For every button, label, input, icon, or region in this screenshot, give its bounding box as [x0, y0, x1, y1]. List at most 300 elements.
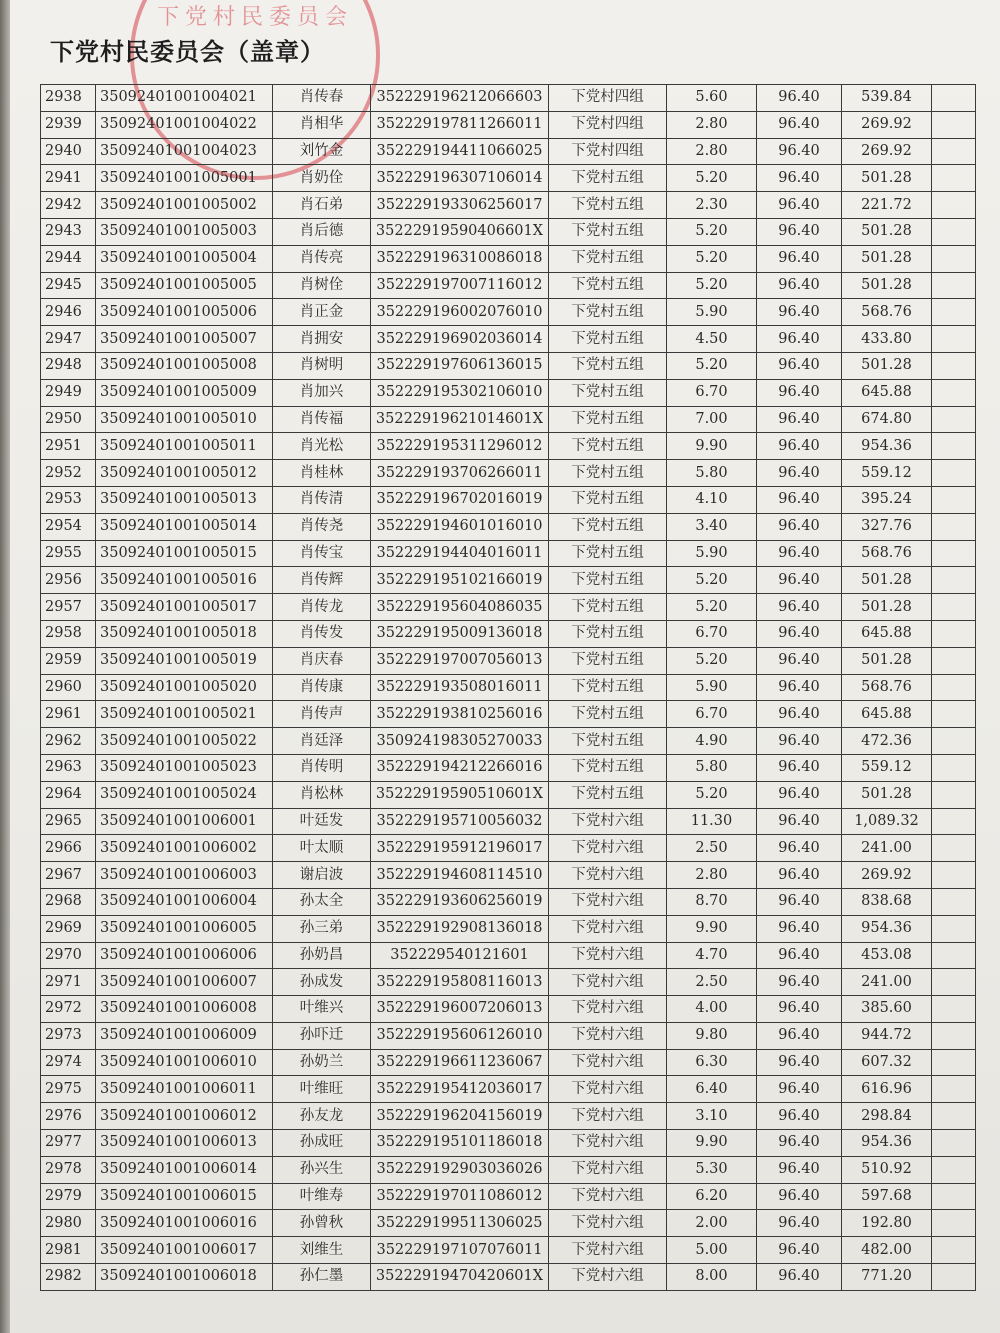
blank-cell	[932, 996, 976, 1023]
village-group-cell: 下党村五组	[549, 594, 667, 621]
name-cell: 肖庆春	[273, 647, 371, 674]
account-number-cell: 35092401001005021	[96, 701, 273, 728]
name-cell: 孙奶兰	[273, 1049, 371, 1076]
village-group-cell: 下党村六组	[549, 1237, 667, 1264]
village-group-cell: 下党村四组	[549, 111, 667, 138]
account-number-cell: 35092401001005023	[96, 754, 273, 781]
row-number-cell: 2942	[41, 192, 96, 219]
village-group-cell: 下党村六组	[549, 888, 667, 915]
id-number-cell: 352229196204156019	[371, 1103, 549, 1130]
area-cell: 5.20	[667, 245, 757, 272]
table-row	[41, 620, 976, 647]
name-cell: 肖相华	[273, 111, 371, 138]
blank-cell	[932, 969, 976, 996]
account-number-cell: 35092401001006003	[96, 862, 273, 889]
account-number-cell: 35092401001006014	[96, 1156, 273, 1183]
row-number-cell: 2948	[41, 352, 96, 379]
row-number-cell: 2978	[41, 1156, 96, 1183]
blank-cell	[932, 540, 976, 567]
unit-price-cell: 96.40	[757, 379, 842, 406]
unit-price-cell: 96.40	[757, 969, 842, 996]
account-number-cell: 35092401001005014	[96, 513, 273, 540]
area-cell: 3.10	[667, 1103, 757, 1130]
name-cell: 肖传亮	[273, 245, 371, 272]
table-row	[41, 379, 976, 406]
amount-cell: 607.32	[842, 1049, 932, 1076]
name-cell: 肖桂林	[273, 460, 371, 487]
table-row	[41, 433, 976, 460]
table-row	[41, 1264, 976, 1291]
row-number-cell: 2970	[41, 942, 96, 969]
blank-cell	[932, 1237, 976, 1264]
village-group-cell: 下党村五组	[549, 701, 667, 728]
id-number-cell: 352229193810256016	[371, 701, 549, 728]
unit-price-cell: 96.40	[757, 138, 842, 165]
id-number-cell: 352229196002076010	[371, 299, 549, 326]
amount-cell: 501.28	[842, 781, 932, 808]
name-cell: 刘维生	[273, 1237, 371, 1264]
area-cell: 5.20	[667, 165, 757, 192]
area-cell: 2.80	[667, 111, 757, 138]
area-cell: 4.10	[667, 486, 757, 513]
area-cell: 6.70	[667, 701, 757, 728]
id-number-cell: 35222919470420601X	[371, 1264, 549, 1291]
table-row	[41, 406, 976, 433]
row-number-cell: 2947	[41, 326, 96, 353]
table-row	[41, 1076, 976, 1103]
table-row	[41, 754, 976, 781]
account-number-cell: 35092401001006011	[96, 1076, 273, 1103]
id-number-cell: 352229196611236067	[371, 1049, 549, 1076]
account-number-cell: 35092401001006015	[96, 1183, 273, 1210]
name-cell: 肖光松	[273, 433, 371, 460]
area-cell: 5.90	[667, 674, 757, 701]
unit-price-cell: 96.40	[757, 165, 842, 192]
blank-cell	[932, 808, 976, 835]
village-group-cell: 下党村五组	[549, 647, 667, 674]
table-row	[41, 1130, 976, 1157]
name-cell: 叶太顺	[273, 835, 371, 862]
row-number-cell: 2953	[41, 486, 96, 513]
id-number-cell: 352229197007116012	[371, 272, 549, 299]
area-cell: 5.20	[667, 594, 757, 621]
village-group-cell: 下党村六组	[549, 1130, 667, 1157]
amount-cell: 771.20	[842, 1264, 932, 1291]
table-row	[41, 486, 976, 513]
amount-cell: 597.68	[842, 1183, 932, 1210]
amount-cell: 510.92	[842, 1156, 932, 1183]
id-number-cell: 352229195912196017	[371, 835, 549, 862]
unit-price-cell: 96.40	[757, 218, 842, 245]
table-row	[41, 299, 976, 326]
area-cell: 9.90	[667, 915, 757, 942]
subsidy-table	[40, 84, 976, 1291]
blank-cell	[932, 647, 976, 674]
blank-cell	[932, 942, 976, 969]
row-number-cell: 2981	[41, 1237, 96, 1264]
village-group-cell: 下党村六组	[549, 835, 667, 862]
row-number-cell: 2964	[41, 781, 96, 808]
amount-cell: 568.76	[842, 674, 932, 701]
table-row	[41, 915, 976, 942]
name-cell: 孙吓迁	[273, 1022, 371, 1049]
village-group-cell: 下党村六组	[549, 862, 667, 889]
row-number-cell: 2959	[41, 647, 96, 674]
table-row	[41, 165, 976, 192]
blank-cell	[932, 1264, 976, 1291]
table-row	[41, 862, 976, 889]
name-cell: 肖正金	[273, 299, 371, 326]
id-number-cell: 352229195009136018	[371, 620, 549, 647]
unit-price-cell: 96.40	[757, 1076, 842, 1103]
blank-cell	[932, 1183, 976, 1210]
blank-cell	[932, 433, 976, 460]
area-cell: 6.70	[667, 379, 757, 406]
blank-cell	[932, 218, 976, 245]
table-row	[41, 245, 976, 272]
blank-cell	[932, 1130, 976, 1157]
account-number-cell: 35092401001005001	[96, 165, 273, 192]
name-cell: 孙仁墨	[273, 1264, 371, 1291]
unit-price-cell: 96.40	[757, 486, 842, 513]
amount-cell: 568.76	[842, 540, 932, 567]
account-number-cell: 35092401001005011	[96, 433, 273, 460]
blank-cell	[932, 513, 976, 540]
unit-price-cell: 96.40	[757, 567, 842, 594]
account-number-cell: 35092401001006002	[96, 835, 273, 862]
blank-cell	[932, 594, 976, 621]
unit-price-cell: 96.40	[757, 1264, 842, 1291]
village-group-cell: 下党村六组	[549, 915, 667, 942]
village-group-cell: 下党村六组	[549, 1076, 667, 1103]
area-cell: 7.00	[667, 406, 757, 433]
account-number-cell: 35092401001005024	[96, 781, 273, 808]
name-cell: 肖传春	[273, 85, 371, 112]
name-cell: 肖传清	[273, 486, 371, 513]
amount-cell: 501.28	[842, 567, 932, 594]
amount-cell: 501.28	[842, 594, 932, 621]
id-number-cell: 352229197811266011	[371, 111, 549, 138]
village-group-cell: 下党村六组	[549, 942, 667, 969]
village-group-cell: 下党村五组	[549, 433, 667, 460]
blank-cell	[932, 406, 976, 433]
area-cell: 9.80	[667, 1022, 757, 1049]
amount-cell: 559.12	[842, 460, 932, 487]
amount-cell: 269.92	[842, 138, 932, 165]
unit-price-cell: 96.40	[757, 808, 842, 835]
account-number-cell: 35092401001005020	[96, 674, 273, 701]
area-cell: 9.90	[667, 1130, 757, 1157]
area-cell: 5.80	[667, 754, 757, 781]
name-cell: 肖传康	[273, 674, 371, 701]
village-group-cell: 下党村五组	[549, 406, 667, 433]
village-group-cell: 下党村五组	[549, 486, 667, 513]
account-number-cell: 35092401001005010	[96, 406, 273, 433]
row-number-cell: 2938	[41, 85, 96, 112]
unit-price-cell: 96.40	[757, 1183, 842, 1210]
id-number-cell: 352229195710056032	[371, 808, 549, 835]
account-number-cell: 35092401001005007	[96, 326, 273, 353]
row-number-cell: 2939	[41, 111, 96, 138]
account-number-cell: 35092401001005013	[96, 486, 273, 513]
name-cell: 肖传福	[273, 406, 371, 433]
blank-cell	[932, 486, 976, 513]
unit-price-cell: 96.40	[757, 915, 842, 942]
row-number-cell: 2950	[41, 406, 96, 433]
table-row	[41, 218, 976, 245]
page-title: 下党村民委员会（盖章）	[50, 38, 325, 66]
unit-price-cell: 96.40	[757, 754, 842, 781]
unit-price-cell: 96.40	[757, 862, 842, 889]
id-number-cell: 352229193706266011	[371, 460, 549, 487]
unit-price-cell: 96.40	[757, 620, 842, 647]
blank-cell	[932, 567, 976, 594]
row-number-cell: 2951	[41, 433, 96, 460]
blank-cell	[932, 728, 976, 755]
name-cell: 肖传声	[273, 701, 371, 728]
account-number-cell: 35092401001005003	[96, 218, 273, 245]
blank-cell	[932, 460, 976, 487]
account-number-cell: 35092401001005016	[96, 567, 273, 594]
row-number-cell: 2963	[41, 754, 96, 781]
name-cell: 肖廷泽	[273, 728, 371, 755]
amount-cell: 501.28	[842, 165, 932, 192]
row-number-cell: 2958	[41, 620, 96, 647]
village-group-cell: 下党村六组	[549, 808, 667, 835]
village-group-cell: 下党村五组	[549, 781, 667, 808]
id-number-cell: 35222919590406601X	[371, 218, 549, 245]
village-group-cell: 下党村五组	[549, 245, 667, 272]
id-number-cell: 352229196007206013	[371, 996, 549, 1023]
unit-price-cell: 96.40	[757, 781, 842, 808]
unit-price-cell: 96.40	[757, 835, 842, 862]
table-row	[41, 942, 976, 969]
row-number-cell: 2954	[41, 513, 96, 540]
id-number-cell: 352229193508016011	[371, 674, 549, 701]
blank-cell	[932, 1049, 976, 1076]
area-cell: 5.20	[667, 567, 757, 594]
account-number-cell: 35092401001005022	[96, 728, 273, 755]
name-cell: 肖传宝	[273, 540, 371, 567]
blank-cell	[932, 192, 976, 219]
amount-cell: 501.28	[842, 647, 932, 674]
id-number-cell: 352229194404016011	[371, 540, 549, 567]
row-number-cell: 2966	[41, 835, 96, 862]
account-number-cell: 35092401001005015	[96, 540, 273, 567]
table-row	[41, 111, 976, 138]
table-row	[41, 1237, 976, 1264]
row-number-cell: 2941	[41, 165, 96, 192]
id-number-cell: 352229196307106014	[371, 165, 549, 192]
village-group-cell: 下党村四组	[549, 85, 667, 112]
amount-cell: 269.92	[842, 111, 932, 138]
village-group-cell: 下党村五组	[549, 165, 667, 192]
area-cell: 4.70	[667, 942, 757, 969]
area-cell: 8.70	[667, 888, 757, 915]
id-number-cell: 352229194212266016	[371, 754, 549, 781]
table-row	[41, 594, 976, 621]
amount-cell: 472.36	[842, 728, 932, 755]
area-cell: 5.20	[667, 218, 757, 245]
row-number-cell: 2974	[41, 1049, 96, 1076]
blank-cell	[932, 1103, 976, 1130]
id-number-cell: 352229197007056013	[371, 647, 549, 674]
unit-price-cell: 96.40	[757, 326, 842, 353]
table-row	[41, 674, 976, 701]
amount-cell: 501.28	[842, 352, 932, 379]
unit-price-cell: 96.40	[757, 85, 842, 112]
area-cell: 5.90	[667, 540, 757, 567]
amount-cell: 269.92	[842, 862, 932, 889]
unit-price-cell: 96.40	[757, 460, 842, 487]
blank-cell	[932, 111, 976, 138]
id-number-cell: 352229197606136015	[371, 352, 549, 379]
area-cell: 6.40	[667, 1076, 757, 1103]
table-row	[41, 460, 976, 487]
amount-cell: 241.00	[842, 835, 932, 862]
account-number-cell: 35092401001004021	[96, 85, 273, 112]
amount-cell: 385.60	[842, 996, 932, 1023]
village-group-cell: 下党村五组	[549, 728, 667, 755]
row-number-cell: 2957	[41, 594, 96, 621]
table-row	[41, 513, 976, 540]
amount-cell: 433.80	[842, 326, 932, 353]
unit-price-cell: 96.40	[757, 1049, 842, 1076]
id-number-cell: 352229196702016019	[371, 486, 549, 513]
account-number-cell: 35092401001004023	[96, 138, 273, 165]
amount-cell: 327.76	[842, 513, 932, 540]
name-cell: 孙兴生	[273, 1156, 371, 1183]
village-group-cell: 下党村六组	[549, 1210, 667, 1237]
area-cell: 2.50	[667, 969, 757, 996]
account-number-cell: 35092401001006007	[96, 969, 273, 996]
village-group-cell: 下党村五组	[549, 567, 667, 594]
id-number-cell: 352229195102166019	[371, 567, 549, 594]
row-number-cell: 2973	[41, 1022, 96, 1049]
amount-cell: 616.96	[842, 1076, 932, 1103]
account-number-cell: 35092401001005018	[96, 620, 273, 647]
id-number-cell: 352229197011086012	[371, 1183, 549, 1210]
account-number-cell: 35092401001006018	[96, 1264, 273, 1291]
village-group-cell: 下党村六组	[549, 1156, 667, 1183]
unit-price-cell: 96.40	[757, 1022, 842, 1049]
amount-cell: 568.76	[842, 299, 932, 326]
table-body	[41, 85, 976, 1291]
table-row	[41, 835, 976, 862]
unit-price-cell: 96.40	[757, 245, 842, 272]
id-number-cell: 352229196310086018	[371, 245, 549, 272]
row-number-cell: 2965	[41, 808, 96, 835]
unit-price-cell: 96.40	[757, 406, 842, 433]
name-cell: 肖传尧	[273, 513, 371, 540]
name-cell: 肖传明	[273, 754, 371, 781]
account-number-cell: 35092401001005006	[96, 299, 273, 326]
table-row	[41, 138, 976, 165]
id-number-cell: 35222919621014601X	[371, 406, 549, 433]
blank-cell	[932, 620, 976, 647]
area-cell: 5.20	[667, 647, 757, 674]
amount-cell: 501.28	[842, 218, 932, 245]
name-cell: 肖石弟	[273, 192, 371, 219]
id-number-cell: 352229195311296012	[371, 433, 549, 460]
table-row	[41, 1022, 976, 1049]
village-group-cell: 下党村五组	[549, 326, 667, 353]
row-number-cell: 2968	[41, 888, 96, 915]
unit-price-cell: 96.40	[757, 299, 842, 326]
table-row	[41, 888, 976, 915]
row-number-cell: 2967	[41, 862, 96, 889]
area-cell: 2.80	[667, 138, 757, 165]
name-cell: 孙奶昌	[273, 942, 371, 969]
amount-cell: 954.36	[842, 433, 932, 460]
account-number-cell: 35092401001006017	[96, 1237, 273, 1264]
table-row	[41, 1049, 976, 1076]
village-group-cell: 下党村五组	[549, 379, 667, 406]
village-group-cell: 下党村五组	[549, 754, 667, 781]
row-number-cell: 2945	[41, 272, 96, 299]
village-group-cell: 下党村六组	[549, 1183, 667, 1210]
page-shadow-edge	[0, 0, 10, 1333]
table-row	[41, 272, 976, 299]
area-cell: 5.80	[667, 460, 757, 487]
name-cell: 叶廷发	[273, 808, 371, 835]
row-number-cell: 2955	[41, 540, 96, 567]
blank-cell	[932, 1022, 976, 1049]
account-number-cell: 35092401001005008	[96, 352, 273, 379]
amount-cell: 954.36	[842, 1130, 932, 1157]
id-number-cell: 352229194601016010	[371, 513, 549, 540]
account-number-cell: 35092401001005019	[96, 647, 273, 674]
id-number-cell: 352229192903036026	[371, 1156, 549, 1183]
row-number-cell: 2944	[41, 245, 96, 272]
account-number-cell: 35092401001005017	[96, 594, 273, 621]
table-row	[41, 969, 976, 996]
row-number-cell: 2972	[41, 996, 96, 1023]
blank-cell	[932, 674, 976, 701]
village-group-cell: 下党村六组	[549, 996, 667, 1023]
unit-price-cell: 96.40	[757, 352, 842, 379]
account-number-cell: 35092401001006016	[96, 1210, 273, 1237]
row-number-cell: 2979	[41, 1183, 96, 1210]
table-row	[41, 1183, 976, 1210]
id-number-cell: 352229197107076011	[371, 1237, 549, 1264]
table-row	[41, 540, 976, 567]
area-cell: 5.20	[667, 352, 757, 379]
amount-cell: 453.08	[842, 942, 932, 969]
village-group-cell: 下党村五组	[549, 299, 667, 326]
amount-cell: 645.88	[842, 379, 932, 406]
account-number-cell: 35092401001006005	[96, 915, 273, 942]
official-seal-text: 下党村民委员会	[156, 5, 353, 30]
account-number-cell: 35092401001006001	[96, 808, 273, 835]
area-cell: 4.90	[667, 728, 757, 755]
unit-price-cell: 96.40	[757, 540, 842, 567]
id-number-cell: 35222919590510601X	[371, 781, 549, 808]
table-row	[41, 701, 976, 728]
id-number-cell: 352229192908136018	[371, 915, 549, 942]
amount-cell: 954.36	[842, 915, 932, 942]
unit-price-cell: 96.40	[757, 272, 842, 299]
name-cell: 肖传发	[273, 620, 371, 647]
blank-cell	[932, 835, 976, 862]
account-number-cell: 35092401001005012	[96, 460, 273, 487]
area-cell: 5.20	[667, 272, 757, 299]
amount-cell: 539.84	[842, 85, 932, 112]
village-group-cell: 下党村六组	[549, 1103, 667, 1130]
blank-cell	[932, 352, 976, 379]
name-cell: 刘竹金	[273, 138, 371, 165]
id-number-cell: 352229195101186018	[371, 1130, 549, 1157]
